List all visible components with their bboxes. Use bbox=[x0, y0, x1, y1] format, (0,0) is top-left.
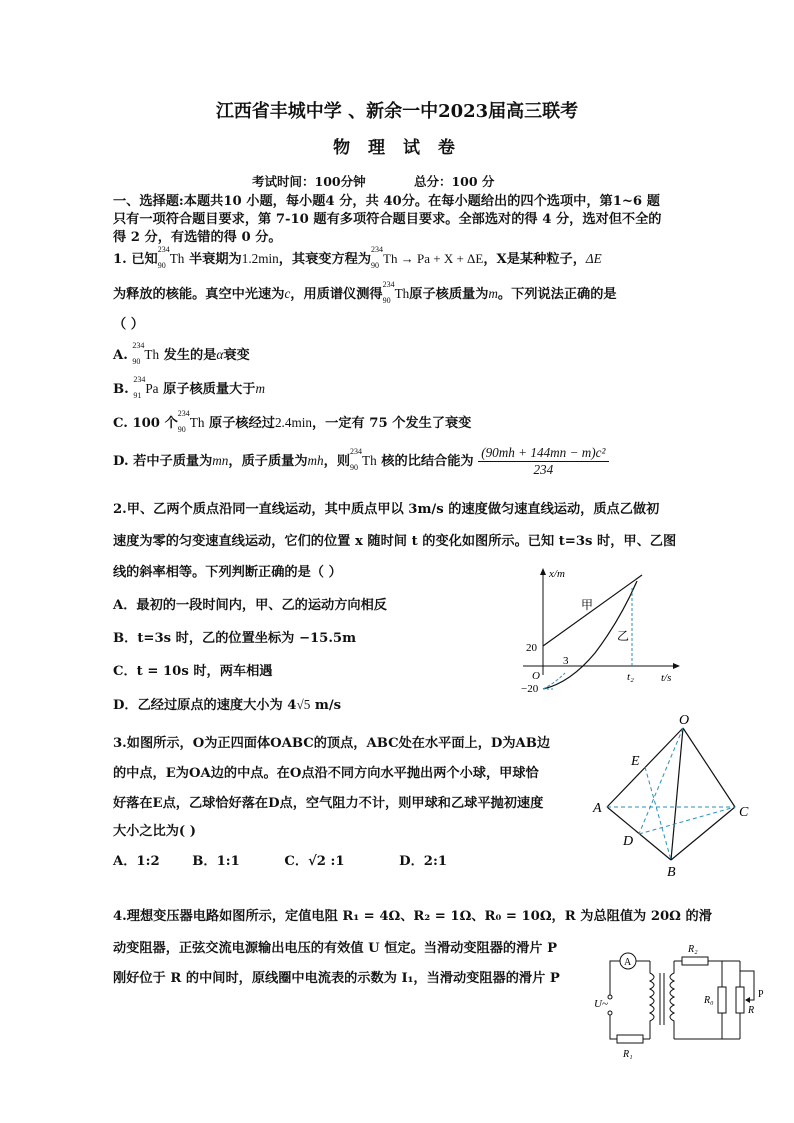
label-A: A bbox=[593, 801, 602, 816]
tick-t2: t₂ bbox=[627, 671, 634, 683]
ammeter-label: A bbox=[624, 957, 632, 968]
label-B: B bbox=[667, 865, 676, 880]
q3-option-b: B．1:1 bbox=[192, 854, 240, 869]
q2-option-a: A．最初的一段时间内，甲、乙的运动方向相反 bbox=[113, 598, 387, 613]
page-title: 江西省丰城中学 、新余一中2023届高三联考 bbox=[215, 101, 579, 122]
decay-equation: 234 90 Th → Pa + X + ΔE bbox=[371, 245, 484, 270]
q2-option-b: B．t=3s 时，乙的位置坐标为 −15.5m bbox=[113, 631, 357, 646]
q1-option-a: A. 234 90 Th 发生的是α衰变 bbox=[113, 341, 250, 366]
section1-line2: 只有一项符合题目要求，第 7-10 题有多项符合题目要求。全部选对的得 4 分，选对但不全的 bbox=[113, 212, 662, 227]
q1-stem-line2: 为释放的核能。真空中光速为c，用质谱仪测得 234 90 Th原子核质量为m。下列说法正确的是 bbox=[113, 280, 617, 305]
label-P: P bbox=[758, 989, 764, 1000]
label-C: C bbox=[739, 805, 749, 820]
label-R1: R₁ bbox=[623, 1049, 633, 1060]
tick-20: 20 bbox=[526, 642, 537, 654]
tangent-segment bbox=[543, 673, 565, 689]
q1-option-c: C. 100 个 234 90 Th 原子核经过2.4min，一定有 75 个发生了衰变 bbox=[113, 409, 472, 434]
x-axis-arrow bbox=[673, 663, 680, 669]
y-axis-label: x/m bbox=[549, 568, 565, 580]
exam-meta bbox=[252, 172, 538, 190]
q3-stem-line3: 好落在E点，乙球恰好落在D点，空气阻力不计，则甲球和乙球平抛初速度 bbox=[113, 796, 544, 811]
resistor-R0 bbox=[718, 987, 726, 1013]
label-O: O bbox=[679, 713, 690, 728]
resistor-R2 bbox=[682, 957, 708, 965]
edge-BC bbox=[671, 807, 735, 860]
q3-options bbox=[113, 850, 447, 869]
x-axis-label: t/s bbox=[661, 672, 672, 684]
q2-stem-line2: 速度为零的匀变速直线运动，它们的位置 x 随时间 t 的变化如图所示。已知 t=3s 时，甲、乙图 bbox=[113, 534, 677, 549]
source-label: U~ bbox=[594, 998, 608, 1010]
tetrahedron-figure bbox=[585, 710, 755, 880]
q2-option-d: D．乙经过原点的速度大小为 4√5 m/s bbox=[113, 697, 342, 713]
edge-OC bbox=[683, 728, 735, 807]
label-R2: R₂ bbox=[688, 944, 698, 955]
label-jia: 甲 bbox=[581, 598, 594, 612]
q4-stem-line3: 刚好位于 R 的中间时，原线圈中电流表的示数为 I₁，当滑动变阻器的滑片 P bbox=[113, 971, 560, 986]
label-R0: R₀ bbox=[704, 995, 714, 1006]
q3-stem-line2: 的中点，E为OA边的中点。在O点沿不同方向水平抛出两个小球，甲球恰 bbox=[113, 766, 539, 781]
q4-stem-line2: 动变阻器，正弦交流电源输出电压的有效值 U 恒定。当滑动变阻器的滑片 P bbox=[113, 941, 557, 956]
label-E: E bbox=[631, 754, 640, 769]
dashed-E-B bbox=[645, 767, 671, 860]
q4-stem-line1: 4.理想变压器电路如图所示，定值电阻 R₁ = 4Ω、R₂ = 1Ω、R₀ = 10Ω，R 为总阻值为 20Ω 的滑 bbox=[113, 909, 712, 924]
q3-option-c: C．√2 :1 bbox=[284, 854, 345, 869]
primary-coil bbox=[650, 961, 654, 1039]
q2-option-c: C．t = 10s 时，两车相遇 bbox=[113, 664, 273, 679]
slider-arrow bbox=[745, 997, 750, 1003]
q3-option-a: A．1:2 bbox=[113, 854, 160, 869]
binding-energy-fraction: $\frac{\text{(90mh + 144mn − m)c²}}{234}$ bbox=[478, 445, 608, 478]
origin-label: O bbox=[532, 670, 540, 682]
q1-paren: （ ） bbox=[113, 317, 144, 332]
position-time-graph bbox=[515, 565, 685, 700]
section1-line1: 一、选择题:本题共10 小题，每小题4 分，共 40分。在每小题给出的四个选项中，第1~6 题 bbox=[113, 194, 660, 209]
edge-OB bbox=[671, 728, 683, 860]
q1-option-b: B. 234 91 Pa 原子核质量大于m bbox=[113, 375, 265, 400]
q1-stem-line1: 1. 已知 234 90 Th 半衰期为1.2min，其衰变方程为 234 90 Th → Pa + X + ΔE，X是某种粒子，ΔE bbox=[113, 245, 602, 270]
resistor-R1 bbox=[617, 1035, 643, 1043]
dashed-O-D bbox=[639, 728, 683, 834]
rheostat-R bbox=[736, 987, 744, 1013]
nuclide-th: 234 90 Th bbox=[157, 245, 185, 270]
y-axis-arrow bbox=[540, 568, 546, 575]
secondary-coil bbox=[670, 961, 674, 1039]
q3-stem-line4: 大小之比为( ) bbox=[113, 824, 197, 839]
section1-line3: 得 2 分，有选错的得 0 分。 bbox=[113, 230, 282, 245]
q3-option-d: D．2:1 bbox=[399, 854, 447, 869]
total-score: 总分：100 分 bbox=[413, 174, 495, 189]
dashed-D-C bbox=[639, 807, 735, 834]
q2-stem-line1: 2.甲、乙两个质点沿同一直线运动，其中质点甲以 3m/s 的速度做匀速直线运动，质点乙做初 bbox=[113, 502, 660, 517]
q2-stem-line3: 线的斜率相等。下列判断正确的是（ ） bbox=[113, 565, 342, 580]
label-yi: 乙 bbox=[617, 629, 630, 643]
q3-stem-line1: 3.如图所示，O为正四面体OABC的顶点，ABC处在水平面上，D为AB边 bbox=[113, 736, 551, 751]
tick-minus20: −20 bbox=[521, 683, 539, 695]
label-D: D bbox=[623, 834, 634, 849]
transformer-circuit bbox=[590, 935, 775, 1060]
exam-time: 考试时间：100分钟 bbox=[252, 174, 366, 189]
tick-3: 3 bbox=[563, 655, 569, 667]
q1-option-d: D. 若中子质量为mn，质子质量为mh，则 234 90 Th 核的比结合能为 $\frac{\text{(90mh + 144mn − m)c²}}{234}$ bbox=[113, 445, 609, 478]
label-R: R bbox=[748, 1005, 755, 1016]
page-subtitle: 物 理 试 卷 bbox=[333, 138, 461, 158]
